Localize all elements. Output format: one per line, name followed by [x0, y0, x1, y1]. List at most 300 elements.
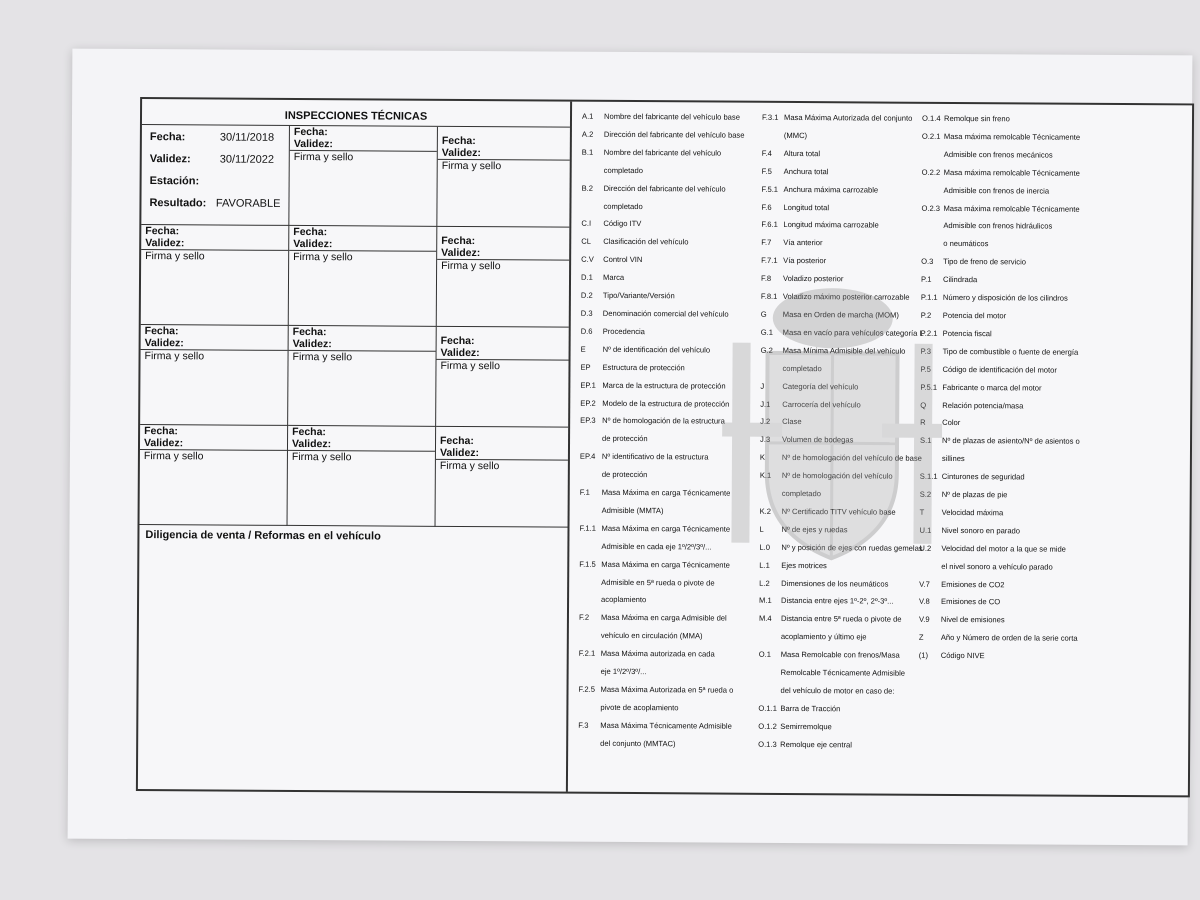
- code-item: [920, 486, 1186, 506]
- code-item: [582, 179, 762, 198]
- code-item: [760, 395, 920, 414]
- code-description: Emisiones de CO: [941, 597, 1001, 607]
- code-id: [759, 664, 781, 682]
- fecha-label: Fecha:: [439, 434, 474, 448]
- code-description: Tipo/Variante/Versión: [602, 290, 675, 301]
- code-id: F.2: [578, 613, 590, 623]
- code-item: [921, 253, 1187, 273]
- inspections-panel: [138, 99, 572, 792]
- code-item: [921, 289, 1187, 309]
- code-description: acoplamiento: [601, 595, 647, 605]
- code-description: Masa Máxima Técnicamente Admisible: [600, 720, 732, 731]
- code-id: [922, 146, 944, 164]
- code-description: Admisible con frenos de inercia: [943, 185, 1050, 196]
- code-id: L.1: [759, 560, 770, 570]
- code-description: Nº de homologación de la estructura: [602, 416, 725, 426]
- codes-legend-panel: [570, 102, 1192, 796]
- fecha-label: Fecha:: [292, 325, 327, 339]
- estacion-label: Estación:: [149, 175, 200, 188]
- inspection-record-6: [437, 227, 570, 328]
- code-description: Dirección del fabricante del vehículo base: [603, 129, 745, 140]
- code-id: [759, 628, 781, 646]
- code-description: Dimensiones de los neumáticos: [781, 578, 889, 589]
- code-description: Fabricante o marca del motor: [942, 382, 1042, 393]
- code-id: F.2.5: [578, 684, 596, 694]
- code-id: K.1: [759, 470, 772, 480]
- code-description: Número y disposición de los cilindros: [942, 292, 1068, 303]
- fecha-label: Fecha:: [144, 425, 178, 438]
- validez-label: Validez:: [149, 153, 191, 166]
- code-description: eje 1º/2º/3º/...: [600, 666, 647, 677]
- code-description: Nivel sonoro en parado: [941, 525, 1021, 536]
- code-description: Velocidad del motor a la que se mide: [941, 543, 1066, 554]
- code-description: Marca: [603, 272, 625, 283]
- code-id: [580, 502, 602, 520]
- code-id: O.2.1: [921, 131, 941, 141]
- code-item: [582, 144, 762, 163]
- code-id: F.1.5: [579, 559, 596, 569]
- code-item: [920, 504, 1186, 524]
- code-item: [762, 127, 922, 146]
- code-item: [762, 180, 922, 199]
- code-description: Masa Máxima en carga Técnicamente: [601, 487, 731, 498]
- code-id: O.1.1: [758, 703, 778, 713]
- code-description: Tipo de freno de servicio: [943, 257, 1027, 267]
- code-description: Código de identificación del motor: [942, 364, 1057, 375]
- code-id: [760, 359, 782, 377]
- code-id: O.2.2: [921, 167, 941, 177]
- code-id: F.1: [579, 487, 590, 497]
- code-id: CL: [581, 237, 592, 247]
- code-description: Denominación comercial del vehículo: [602, 308, 729, 319]
- validez-label: Validez:: [439, 446, 480, 460]
- code-item: [919, 540, 1185, 560]
- code-description: Categoría del vehículo: [782, 381, 859, 391]
- code-description: vehículo en circulación (MMA): [600, 631, 703, 641]
- code-id: B.2: [581, 183, 594, 193]
- code-item: [759, 628, 919, 647]
- code-item: [921, 235, 1187, 255]
- code-item: [580, 358, 760, 377]
- code-id: F.2.1: [578, 648, 596, 658]
- inspection-record-5: [289, 226, 438, 327]
- code-item: [921, 271, 1187, 291]
- code-description: Masa Remolcable con frenos/Masa: [780, 650, 900, 660]
- codes-column-2: [758, 109, 922, 755]
- code-description: Nº de homologación del vehículo de base: [781, 453, 922, 464]
- code-description: Clasificación del vehículo: [603, 237, 689, 247]
- firma-label: Firma y sello: [438, 159, 570, 173]
- code-item: [761, 306, 921, 325]
- code-item: [579, 573, 759, 592]
- code-id: O.2.3: [921, 203, 941, 213]
- code-description: Nº de plazas de pie: [941, 489, 1008, 500]
- code-item: [922, 110, 1188, 130]
- code-id: L.0: [759, 542, 770, 552]
- code-item: [760, 485, 920, 504]
- code-id: [919, 557, 941, 575]
- code-description: Cilindrada: [943, 275, 978, 285]
- code-item: [581, 340, 761, 359]
- firma-label: Firma y sello: [141, 249, 288, 263]
- code-description: Nº de ejes y ruedas: [781, 524, 848, 535]
- fecha-label: Fecha:: [441, 134, 476, 148]
- code-item: [919, 557, 1185, 577]
- code-item: [758, 700, 918, 719]
- inspection-record-9: [436, 327, 569, 428]
- code-id: S.1: [920, 436, 932, 446]
- code-item: [919, 593, 1185, 613]
- code-id: O.1: [758, 649, 772, 660]
- code-description: Nivel de emisiones: [940, 615, 1005, 625]
- code-id: B.1: [581, 147, 594, 157]
- code-item: [759, 646, 919, 665]
- code-item: [581, 233, 761, 252]
- code-id: [580, 466, 602, 484]
- code-id: F.7.1: [761, 256, 778, 266]
- code-description: Año y Número de orden de la serie corta: [940, 633, 1078, 644]
- code-id: O.1.3: [758, 739, 777, 749]
- code-description: Nº identificativo de la estructura: [601, 452, 709, 462]
- code-item: [920, 414, 1186, 434]
- code-id: [758, 682, 780, 700]
- code-description: Admisible (MMTA): [601, 505, 664, 516]
- code-description: Marca de la estructura de protección: [602, 380, 726, 391]
- code-id: [579, 627, 601, 645]
- code-description: Clase: [782, 417, 802, 427]
- code-id: V.9: [918, 615, 930, 625]
- firma-label: Firma y sello: [289, 350, 436, 364]
- validez-label: Validez:: [441, 246, 481, 260]
- code-id: O.3: [921, 257, 934, 267]
- code-id: J.3: [760, 435, 771, 445]
- code-item: [581, 197, 761, 216]
- code-item: [922, 181, 1188, 201]
- document-frame: [136, 97, 1194, 797]
- code-item: [579, 591, 759, 610]
- code-id: Z: [918, 633, 924, 643]
- code-id: D.6: [580, 326, 593, 336]
- code-id: P.2.1: [920, 328, 938, 338]
- code-description: Procedencia: [602, 326, 645, 336]
- code-id: A.1: [581, 111, 594, 121]
- validez-label: Validez:: [441, 146, 481, 160]
- code-item: [580, 466, 760, 485]
- code-item: [759, 539, 923, 558]
- code-item: [582, 108, 762, 127]
- code-id: F.5: [761, 166, 772, 176]
- code-description: Volumen de bodegas: [782, 435, 854, 445]
- code-description: Control VIN: [603, 255, 643, 265]
- code-id: G.2: [760, 345, 773, 355]
- code-description: Código ITV: [603, 219, 642, 229]
- code-description: Nombre del fabricante del vehículo: [603, 147, 722, 158]
- firma-label: Firma y sello: [437, 259, 569, 273]
- inspection-record-11: [288, 426, 437, 527]
- code-description: Distancia entre 5ª rueda o pivote de: [780, 614, 902, 625]
- code-description: Admisible en 5ª rueda o pivote de: [601, 577, 715, 588]
- code-item: [580, 448, 760, 467]
- code-id: O.1.4: [921, 113, 941, 123]
- inspection-record-7: [140, 325, 289, 426]
- code-description: Distancia entre ejes 1º-2º, 2º-3º...: [781, 596, 894, 607]
- code-description: de protección: [602, 434, 648, 444]
- code-description: Masa Máxima en carga Admisible del: [600, 613, 727, 623]
- code-id: [920, 450, 942, 468]
- code-id: [579, 663, 601, 681]
- code-description: Vía anterior: [783, 238, 823, 248]
- code-description: Anchura máxima carrozable: [783, 184, 879, 195]
- code-description: completado: [603, 165, 643, 175]
- code-description: Potencia fiscal: [942, 328, 992, 339]
- code-id: [578, 699, 600, 717]
- code-description: Carrocería del vehículo: [782, 399, 861, 409]
- code-item: [759, 556, 919, 575]
- code-item: [921, 343, 1187, 363]
- paper-sheet: [68, 49, 1193, 846]
- inspections-title: INSPECCIONES TÉCNICAS: [142, 99, 570, 128]
- code-item: [760, 377, 920, 396]
- code-id: P.5.1: [920, 382, 938, 392]
- code-id: L.2: [759, 578, 770, 588]
- inspection-record-10: [140, 425, 289, 526]
- code-item: [920, 396, 1186, 416]
- code-id: F.6: [761, 202, 772, 212]
- inspections-grid: [140, 125, 570, 528]
- code-description: Masa en Orden de marcha (MOM): [782, 309, 899, 320]
- code-id: Q: [920, 400, 927, 410]
- code-description: Masa Máxima en carga Técnicamente: [601, 559, 730, 570]
- code-id: C.I: [581, 219, 592, 229]
- code-id: E: [580, 344, 586, 354]
- code-description: (MMC): [783, 130, 808, 140]
- fecha-label: Fecha:: [293, 125, 328, 139]
- code-item: [579, 627, 759, 646]
- code-description: o neumáticos: [943, 239, 989, 249]
- code-item: [581, 251, 761, 270]
- firma-label: Firma y sello: [140, 449, 287, 463]
- code-description: Altura total: [783, 148, 821, 158]
- code-item: [760, 467, 920, 486]
- code-id: V.7: [919, 579, 930, 589]
- code-item: [580, 484, 760, 503]
- code-item: [760, 324, 924, 343]
- validez-label: Validez:: [143, 437, 184, 450]
- code-item: [760, 431, 920, 450]
- code-description: Modelo de la estructura de protección: [602, 398, 730, 409]
- code-id: M.4: [758, 614, 772, 624]
- inspection-record-2: [289, 126, 438, 227]
- code-item: [579, 645, 759, 664]
- code-id: P.5: [920, 364, 931, 374]
- code-item: [922, 128, 1188, 148]
- fecha-label: Fecha:: [149, 131, 186, 144]
- code-id: EP.3: [580, 416, 596, 426]
- code-item: [758, 736, 918, 755]
- code-item: [762, 109, 922, 128]
- code-item: [759, 592, 919, 611]
- code-item: [759, 574, 919, 593]
- code-id: [922, 181, 944, 199]
- code-item: [759, 521, 919, 540]
- code-description: Ejes motrices: [781, 560, 827, 570]
- code-description: Remolque sin freno: [943, 113, 1010, 124]
- code-item: [920, 432, 1186, 452]
- codes-column-3: [918, 110, 1188, 756]
- code-item: [579, 520, 759, 539]
- code-description: sillines: [941, 454, 965, 464]
- code-item: [761, 288, 921, 307]
- code-id: P.3: [920, 346, 932, 356]
- code-description: Longitud máxima carrozable: [783, 220, 879, 230]
- code-item: [920, 468, 1186, 488]
- code-item: [578, 681, 758, 700]
- code-item: [762, 163, 922, 182]
- code-id: P.1: [921, 274, 932, 284]
- code-id: V.8: [919, 597, 930, 607]
- code-description: Nº de plazas de asiento/Nº de asientos o: [942, 436, 1080, 447]
- code-id: EP.2: [580, 398, 596, 408]
- code-id: D.3: [580, 308, 593, 318]
- code-item: [922, 163, 1188, 183]
- code-id: [760, 485, 782, 503]
- code-item: [579, 537, 759, 556]
- firma-label: Firma y sello: [288, 450, 435, 464]
- code-description: el nivel sonoro a vehículo parado: [941, 561, 1053, 572]
- code-description: Anchura total: [783, 166, 829, 176]
- code-item: [919, 522, 1185, 542]
- code-id: P.1.1: [920, 292, 938, 302]
- code-description: Voladizo máximo posterior carrozable: [782, 291, 910, 302]
- validez-value: 30/11/2022: [219, 153, 275, 166]
- code-description: Velocidad máxima: [941, 507, 1004, 518]
- code-item: [579, 555, 759, 574]
- code-id: G.1: [760, 327, 773, 337]
- code-item: [759, 664, 919, 683]
- code-item: [580, 430, 760, 449]
- validez-label: Validez:: [440, 346, 480, 360]
- code-description: Color: [942, 418, 961, 428]
- code-id: S.2: [919, 489, 932, 499]
- code-item: [919, 575, 1185, 595]
- code-item: [921, 199, 1187, 219]
- code-description: Nombre del fabricante del vehículo base: [603, 111, 740, 122]
- code-item: [760, 359, 920, 378]
- code-id: U.2: [919, 543, 932, 553]
- code-id: F.7: [761, 238, 772, 248]
- resultado-value: FAVORABLE: [215, 197, 281, 210]
- code-id: G: [760, 309, 767, 319]
- code-id: J.1: [760, 399, 771, 409]
- validez-label: Validez:: [293, 237, 333, 251]
- firma-label: Firma y sello: [141, 349, 288, 363]
- code-id: [921, 235, 943, 253]
- code-item: [581, 323, 761, 342]
- code-description: del conjunto (MMTAC): [600, 738, 676, 749]
- code-description: Remolcable Técnicamente Admisible: [780, 668, 906, 678]
- fecha-label: Fecha:: [293, 225, 328, 239]
- fecha-label: Fecha:: [292, 425, 326, 439]
- code-description: Cinturones de seguridad: [941, 472, 1025, 482]
- code-id: R: [920, 418, 926, 428]
- code-id: F.3: [578, 720, 589, 730]
- code-item: [759, 610, 919, 629]
- code-id: K.2: [759, 506, 772, 516]
- code-id: J.2: [760, 417, 771, 427]
- code-description: Nº de identificación del vehículo: [602, 344, 711, 355]
- code-description: de protección: [601, 469, 648, 480]
- code-item: [761, 342, 921, 361]
- code-description: Relación potencia/masa: [942, 400, 1024, 410]
- code-id: [582, 161, 604, 179]
- code-description: Masa Máxima Autorizada en 5ª rueda o: [600, 684, 734, 695]
- code-id: EP.1: [580, 380, 596, 390]
- code-id: F.5.1: [761, 184, 779, 194]
- code-description: Código NIVE: [940, 651, 985, 661]
- inspection-record-3: [437, 127, 570, 228]
- code-item: [761, 270, 921, 289]
- code-id: U.1: [919, 525, 932, 535]
- code-id: J: [760, 381, 765, 391]
- code-description: Semirremolque: [780, 721, 832, 732]
- code-item: [919, 647, 1185, 667]
- code-item: [761, 198, 921, 217]
- code-item: [919, 611, 1185, 631]
- code-item: [760, 449, 920, 468]
- code-id: EP: [580, 362, 591, 372]
- code-item: [578, 717, 758, 736]
- code-description: completado: [603, 201, 643, 211]
- code-id: F.1.1: [579, 523, 596, 533]
- code-item: [579, 609, 759, 628]
- code-description: Admisible con frenos hidráulicos: [943, 221, 1053, 232]
- code-item: [920, 450, 1186, 470]
- code-item: [922, 146, 1188, 166]
- code-id: M.1: [759, 596, 772, 606]
- code-item: [921, 217, 1187, 237]
- code-id: [581, 197, 603, 215]
- fecha-value: 30/11/2018: [219, 131, 275, 144]
- code-description: Masa Máxima Autorizada del conjunto: [783, 112, 913, 123]
- code-id: L: [759, 524, 764, 534]
- inspection-record-12: [436, 427, 569, 528]
- code-description: Nº Certificado TITV vehículo base: [781, 506, 896, 517]
- firma-label: Firma y sello: [436, 459, 568, 473]
- code-id: K: [759, 453, 766, 463]
- code-description: Potencia del motor: [942, 310, 1007, 321]
- code-id: D.1: [581, 272, 593, 282]
- code-item: [580, 412, 760, 431]
- code-item: [581, 305, 761, 324]
- code-item: [578, 699, 758, 718]
- code-id: EP.4: [579, 451, 596, 462]
- fecha-label: Fecha:: [440, 334, 475, 348]
- firma-label: Firma y sello: [436, 359, 568, 373]
- validez-label: Validez:: [145, 237, 185, 250]
- code-description: del vehículo de motor en caso de:: [780, 685, 895, 696]
- inspection-record-1: [141, 125, 290, 226]
- code-description: Voladizo posterior: [783, 274, 844, 284]
- code-description: completado: [781, 488, 822, 499]
- code-id: A.2: [581, 129, 594, 139]
- code-item: [581, 287, 761, 306]
- code-description: pivote de acoplamiento: [600, 702, 679, 713]
- resultado-label: Resultado:: [149, 197, 207, 210]
- code-description: Remolque eje central: [780, 739, 852, 750]
- code-id: S.1.1: [919, 471, 938, 482]
- code-item: [579, 663, 759, 682]
- inspection-record-8: [288, 326, 437, 427]
